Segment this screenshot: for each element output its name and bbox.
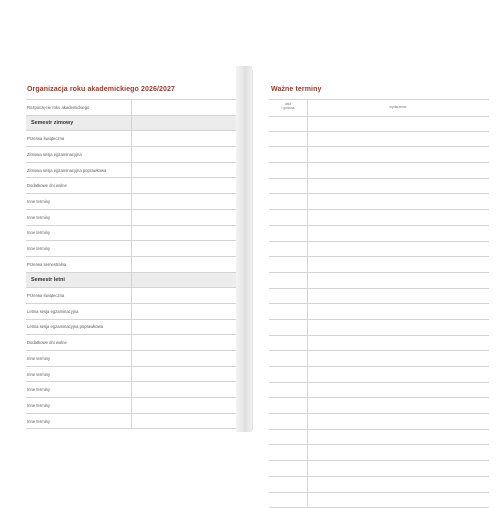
row-label: Letnia sesja egzaminacyjna poprawkowa (26, 324, 132, 329)
table-row (269, 194, 489, 210)
column-divider (307, 320, 308, 335)
table-row (269, 398, 489, 414)
column-divider (131, 147, 132, 162)
table-row (269, 242, 489, 258)
table-row (26, 163, 243, 179)
table-row (269, 304, 489, 320)
column-divider (131, 288, 132, 303)
section-label: Semestr letni (26, 277, 136, 283)
row-label: Inne terminy (26, 403, 132, 408)
column-divider (307, 210, 308, 225)
column-divider (307, 163, 308, 178)
row-label: Inne terminy (26, 419, 132, 424)
column-divider (131, 398, 132, 413)
table-row (269, 414, 489, 430)
section-header-row (26, 116, 243, 132)
column-divider (307, 414, 308, 429)
event-column-header: wydarzenie (307, 105, 489, 109)
table-row (26, 320, 243, 336)
table-row (269, 493, 489, 508)
table-row (269, 163, 489, 179)
table-row (269, 351, 489, 367)
column-divider (131, 382, 132, 397)
date-column-header (269, 102, 307, 110)
column-divider (307, 304, 308, 319)
column-divider (307, 351, 308, 366)
column-divider (307, 477, 308, 492)
column-divider (307, 257, 308, 272)
table-row (26, 257, 243, 273)
table-row (26, 210, 243, 226)
column-divider (131, 116, 132, 131)
table-row (26, 100, 243, 116)
column-divider (131, 100, 132, 115)
table-row (26, 194, 243, 210)
important-dates-rows (269, 116, 489, 508)
row-label: Rozpoczęcie roku akademickiego (26, 105, 132, 110)
table-row (26, 398, 243, 414)
right-page (252, 70, 493, 430)
column-divider (131, 414, 132, 429)
column-divider (131, 304, 132, 319)
table-row (269, 383, 489, 399)
academic-year-table (26, 99, 243, 429)
row-label: Przerwa świąteczna (26, 136, 132, 141)
table-row (26, 147, 243, 163)
row-label: Inne terminy (26, 199, 132, 204)
column-divider (307, 289, 308, 304)
column-divider (131, 163, 132, 178)
row-label: Inne terminy (26, 215, 132, 220)
table-row (269, 132, 489, 148)
important-dates-header (269, 99, 489, 117)
row-label: Przerwa świąteczna (26, 293, 132, 298)
column-divider (307, 194, 308, 209)
section-label: Semestr zimowy (26, 120, 136, 126)
column-divider (131, 226, 132, 241)
column-divider (131, 273, 132, 288)
table-row (269, 477, 489, 493)
table-row (269, 210, 489, 226)
row-label: Zimowa sesja egzaminacyjna poprawkowa (26, 168, 132, 173)
column-divider (307, 367, 308, 382)
column-divider (131, 257, 132, 272)
table-row (26, 226, 243, 242)
left-page-title: Organizacja roku akademickiego 2026/2027 (27, 86, 175, 93)
row-label: Zimowa sesja egzaminacyjna (26, 152, 132, 157)
row-label: Inne terminy (26, 356, 132, 361)
column-divider (131, 335, 132, 350)
column-divider (307, 147, 308, 162)
table-row (26, 335, 243, 351)
table-row (269, 226, 489, 242)
row-label: Letnia sesja egzaminacyjna (26, 309, 132, 314)
section-header-row (26, 273, 243, 289)
column-divider (307, 445, 308, 460)
table-row (269, 273, 489, 289)
column-divider (131, 367, 132, 382)
table-row (26, 304, 243, 320)
page-gutter (236, 66, 252, 432)
row-label: Dodatkowe dni wolne (26, 183, 132, 188)
table-row (269, 445, 489, 461)
table-row (269, 147, 489, 163)
table-row (269, 367, 489, 383)
table-row (269, 336, 489, 352)
left-page (12, 70, 236, 430)
column-divider (131, 131, 132, 146)
column-divider (307, 132, 308, 147)
table-row (269, 430, 489, 446)
column-divider (131, 178, 132, 193)
row-label: Inne terminy (26, 387, 132, 392)
table-row (26, 382, 243, 398)
column-divider (307, 179, 308, 194)
row-label: Dodatkowe dni wolne (26, 340, 132, 345)
right-page-title: Ważne terminy (271, 86, 321, 93)
column-divider (307, 398, 308, 413)
column-divider (131, 351, 132, 366)
row-label: Inne terminy (26, 246, 132, 251)
table-row (26, 131, 243, 147)
row-label: Przerwa semestralna (26, 262, 132, 267)
table-row (26, 288, 243, 304)
table-row (269, 320, 489, 336)
table-row (26, 414, 243, 430)
row-label: Inne terminy (26, 372, 132, 377)
table-row (26, 367, 243, 383)
column-divider (131, 194, 132, 209)
column-divider (131, 241, 132, 256)
column-divider (307, 383, 308, 398)
column-divider (131, 210, 132, 225)
table-row (26, 241, 243, 257)
column-divider (307, 116, 308, 131)
table-row (269, 257, 489, 273)
date-header-line2: i godzina (269, 106, 307, 110)
column-divider (307, 430, 308, 445)
table-row (26, 178, 243, 194)
column-divider (307, 242, 308, 257)
column-divider (131, 320, 132, 335)
table-row (269, 116, 489, 132)
column-divider (307, 461, 308, 476)
date-header-line1: data (269, 102, 307, 106)
table-row (26, 351, 243, 367)
table-row (269, 461, 489, 477)
column-divider (307, 226, 308, 241)
column-divider (307, 336, 308, 351)
table-row (269, 179, 489, 195)
row-label: Inne terminy (26, 230, 132, 235)
column-divider (307, 273, 308, 288)
table-row (269, 289, 489, 305)
